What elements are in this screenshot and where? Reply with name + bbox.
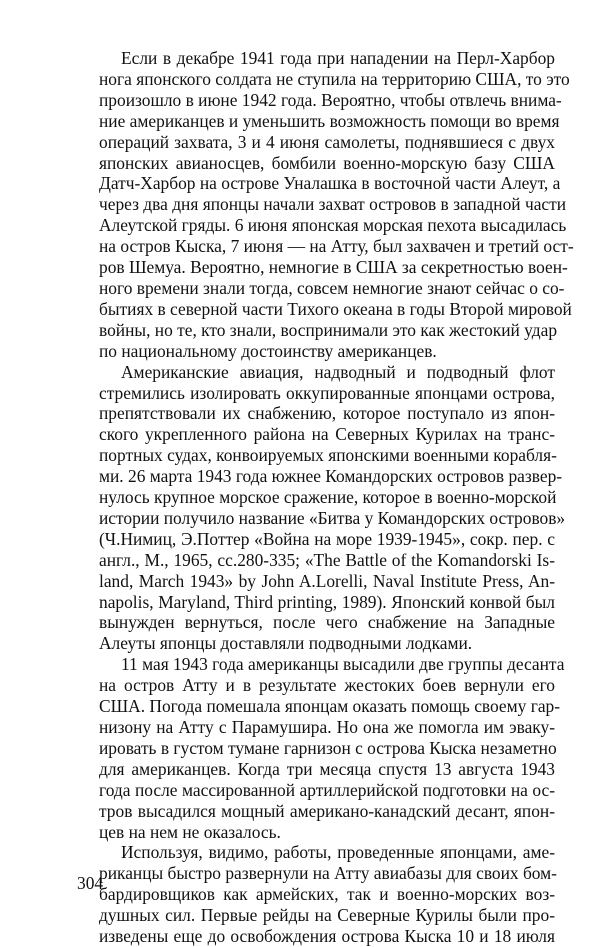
- text-line: тров высадился мощный американо-канадский десант, япон-: [99, 800, 555, 821]
- text-line: Используя, видимо, работы, проведенные японцами, аме-: [121, 842, 555, 863]
- text-line: стремились изолировать оккупированные японцами острова,: [99, 382, 555, 403]
- text-line: 11 мая 1943 года американцы высадили две группы десанта: [121, 654, 565, 675]
- paragraph-1: [77, 48, 574, 362]
- text-line: изведены еще до освобождения острова Кыска 10 и 18 июля: [99, 926, 555, 947]
- paragraph-3: [77, 654, 565, 842]
- text-line: операций захвата, 3 и 4 июня самолеты, поднявшиеся с двух: [99, 131, 555, 152]
- text-line: (Ч.Нимиц, Э.Поттер «Война на море 1939-1945», сокр. пер. с: [99, 528, 555, 549]
- text-line: портных судах, конвоируемых японскими военными корабля-: [99, 445, 557, 466]
- text-line: США. Погода помешала японцам оказать помощь своему гар-: [99, 696, 561, 717]
- text-line: года после массированной артиллерийской подготовки на ос-: [99, 779, 555, 800]
- text-line: на остров Атту и в результате жестоких боев вернули его: [99, 675, 555, 696]
- text-line: бардировщиков как армейских, так и военно-морских воз-: [99, 884, 555, 905]
- page-body: [77, 48, 574, 947]
- text-line: Если в декабре 1941 года при нападении на Перл-Харбор: [121, 48, 555, 68]
- text-line: ров Шемуа. Вероятно, немногие в США за секретностью воен-: [99, 257, 568, 278]
- text-line: Алеутской гряды. 6 июня японская морская пехота высадилась: [99, 215, 567, 236]
- text-line: Датч-Харбор на острове Уналашка в восточной части Алеут, а: [99, 173, 561, 194]
- text-line: нулось крупное морское сражение, которое в военно-морской: [99, 487, 557, 508]
- text-line: душных сил. Первые рейды на Северные Курилы были про-: [99, 905, 555, 926]
- text-line: land, March 1943» by John A.Lorelli, Naval Institute Press, An-: [99, 570, 555, 591]
- text-line: napolis, Maryland, Third printing, 1989). Японский конвой был: [99, 591, 555, 612]
- text-line: вынужден вернуться, после чего снабжение на Западные: [99, 612, 555, 633]
- text-line: для американцев. Когда три месяца спустя 13 августа 1943: [99, 758, 555, 779]
- text-line: войны, но те, кто знали, воспринимали это как жестокий удар: [99, 319, 558, 340]
- text-line: ние американцев и уменьшить возможность помощи во время: [99, 110, 560, 131]
- text-line: цев на нем не оказалось.: [99, 821, 281, 842]
- text-line: ми. 26 марта 1943 года южнее Командорских островов развер-: [99, 466, 563, 487]
- text-line: англ., М., 1965, сс.280-335; «The Battle of the Komandorski Is-: [99, 549, 555, 570]
- text-line: на остров Кыска, 7 июня — на Атту, был захвачен и третий ост-: [99, 236, 574, 257]
- text-line: препятствовали их снабжению, которое поступало из япон-: [99, 403, 555, 424]
- text-line: японских авианосцев, бомбили военно-морскую базу США: [99, 152, 555, 173]
- text-line: Американские авиация, надводный и подводный флот: [121, 361, 555, 382]
- text-line: низону на Атту с Парамушира. Но она же помогла им эваку-: [99, 717, 555, 737]
- text-line: произошло в июне 1942 года. Вероятно, чтобы отвлечь внима-: [99, 89, 562, 110]
- text-line: Алеуты японцы доставляли подводными лодками.: [99, 633, 473, 654]
- page-number: 304: [77, 873, 104, 893]
- text-line: нога японского солдата не ступила на территорию США, то это: [99, 68, 570, 89]
- text-line: ировать в густом тумане гарнизон с острова Кыска незаметно: [99, 737, 557, 758]
- paragraph-2: [77, 361, 566, 655]
- text-line: по национальному достоинству американцев.: [99, 340, 437, 361]
- text-line: истории получило название «Битва у Командорских островов»: [99, 507, 566, 528]
- text-line: через два дня японцы начали захват островов в западной части: [99, 194, 567, 215]
- text-line: ного времени знали тогда, совсем немногие знают сейчас о со-: [99, 277, 565, 298]
- text-line: бытиях в северной части Тихого океана в годы Второй мировой: [99, 298, 572, 319]
- paragraph-4: [77, 842, 555, 947]
- text-line: риканцы быстро развернули на Атту авиабазы для своих бом-: [99, 863, 557, 884]
- text-line: ского укрепленного района на Северных Курилах на транс-: [99, 424, 555, 445]
